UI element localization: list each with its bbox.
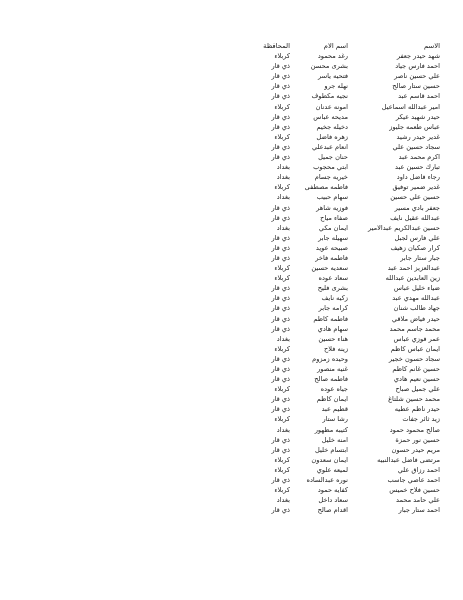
table-row — [250, 354, 440, 364]
table-row — [250, 404, 440, 414]
table-row — [250, 445, 440, 455]
table-row — [250, 182, 440, 192]
cell-governorate: بغداد — [276, 425, 290, 434]
table-row — [250, 505, 440, 515]
cell-name: حسين ستار صالح — [392, 82, 440, 91]
cell-name: سجاد حسون خجير — [388, 354, 440, 363]
cell-name: حسين علي حسين — [390, 193, 440, 202]
cell-name: عمر فوزي عباس — [393, 334, 440, 343]
cell-name: ايمان عباس كاظم — [390, 344, 440, 353]
cell-governorate: ذي قار — [271, 324, 290, 333]
names-table — [250, 41, 440, 515]
cell-name: علي فارس لجبل — [394, 233, 440, 242]
table-row — [250, 192, 440, 202]
table-row — [250, 374, 440, 384]
cell-governorate: ذي قار — [271, 506, 290, 515]
cell-governorate: ذي قار — [271, 203, 290, 212]
cell-mother-name: كفايه حمود — [317, 486, 348, 495]
table-row — [250, 152, 440, 162]
cell-name: علي جميل صباح — [395, 385, 440, 394]
cell-mother-name: امنه خليل — [321, 435, 348, 444]
table-row — [250, 81, 440, 91]
cell-name: مرتضى فاضل عبدالنبيه — [377, 455, 440, 464]
cell-mother-name: بشرى محسن — [310, 62, 348, 71]
cell-name: حيدر فياض ملاقي — [391, 314, 440, 323]
cell-mother-name: سهام حبيب — [316, 193, 348, 202]
table-row — [250, 425, 440, 435]
table-row — [250, 384, 440, 394]
cell-governorate: ذي قار — [271, 375, 290, 384]
table-row — [250, 233, 440, 243]
cell-name: حيدر شهيد عيكر — [395, 112, 440, 121]
cell-governorate: ذي قار — [271, 365, 290, 373]
cell-mother-name: ايمان سعدون — [311, 455, 348, 464]
cell-name: رجاء فاضل داود — [396, 173, 440, 182]
cell-governorate: ذي قار — [271, 112, 290, 121]
cell-governorate: بغداد — [276, 496, 290, 505]
cell-mother-name: سهيله جابر — [318, 233, 348, 242]
cell-governorate: ذي قار — [271, 476, 290, 485]
table-row — [250, 243, 440, 253]
cell-mother-name: ايمان كاظم — [316, 395, 348, 404]
cell-governorate: ذي قار — [271, 253, 290, 262]
cell-governorate: ذي قار — [271, 72, 290, 81]
cell-name: زيد ثائر جفات — [402, 415, 440, 424]
cell-name: عبدالله عقيل نايف — [390, 213, 440, 222]
cell-mother-name: وحيده زمزوم — [312, 354, 348, 363]
cell-name: غدير حيدر رشيد — [396, 132, 440, 141]
cell-name: محمد حسين شلتاغ — [388, 395, 440, 404]
table-row — [250, 485, 440, 495]
cell-governorate: ذي قار — [271, 233, 290, 242]
table-row — [250, 394, 440, 404]
cell-mother-name: كتيبه مظهور — [314, 425, 348, 434]
cell-name: اكرم محمد عبد — [398, 153, 440, 162]
cell-mother-name: جياه عوده — [320, 385, 348, 394]
cell-name: حسين فلاح خميس — [389, 486, 440, 495]
table-row — [250, 213, 440, 223]
cell-mother-name: سعديه حسين — [311, 264, 348, 273]
cell-mother-name: رغد محمود — [317, 52, 348, 61]
cell-mother-name: حنان جميل — [318, 153, 348, 162]
table-row — [250, 61, 440, 71]
cell-mother-name: رشا ستار — [322, 415, 348, 424]
cell-governorate: ذي قار — [271, 122, 290, 131]
cell-governorate: ذي قار — [271, 142, 290, 151]
cell-governorate: ذي قار — [271, 405, 290, 414]
cell-governorate: ذي قار — [271, 435, 290, 444]
table-row — [250, 223, 440, 233]
cell-name: احمد قاسم عبد — [398, 92, 440, 101]
table-header — [250, 41, 440, 51]
cell-governorate: ذي قار — [271, 62, 290, 71]
table-row — [250, 364, 440, 374]
table-row — [250, 465, 440, 475]
cell-name: كرار صكبان زهيف — [390, 243, 440, 252]
cell-mother-name: سهام هادي — [317, 324, 348, 333]
cell-name: حسين نور حمزة — [395, 435, 440, 444]
cell-mother-name: ايمان مكي — [318, 223, 348, 232]
cell-governorate: كربلاء — [274, 183, 290, 192]
table-row — [250, 253, 440, 263]
cell-mother-name: انعام عبدعلي — [311, 142, 348, 151]
cell-mother-name: سعاد عوده — [318, 274, 348, 283]
cell-mother-name: لميعه علوي — [316, 465, 348, 474]
cell-mother-name: نهله جرو — [324, 82, 348, 91]
table-row — [250, 314, 440, 324]
table-row — [250, 455, 440, 465]
table-row — [250, 334, 440, 344]
cell-governorate: ذي قار — [271, 304, 290, 313]
cell-mother-name: هناء حسين — [318, 334, 348, 343]
cell-governorate: ذي قار — [271, 294, 290, 303]
cell-mother-name: كرامه جابر — [318, 304, 348, 313]
cell-mother-name: سعاد داخل — [318, 496, 348, 505]
table-row — [250, 495, 440, 505]
cell-mother-name: نجيه مكطوف — [311, 92, 348, 101]
cell-governorate: ذي قار — [271, 92, 290, 101]
table-row — [250, 91, 440, 101]
cell-governorate: كربلاء — [274, 132, 290, 141]
cell-governorate: كربلاء — [274, 344, 290, 353]
cell-governorate: بغداد — [276, 163, 290, 172]
table-row — [250, 435, 440, 445]
cell-governorate: كربلاء — [274, 465, 290, 474]
table-row — [250, 283, 440, 293]
cell-governorate: ذي قار — [271, 243, 290, 252]
cell-name: جهاد طالب شنان — [393, 304, 440, 313]
header-mother-name: اسم الام — [323, 42, 348, 50]
table-row — [250, 122, 440, 132]
cell-mother-name: بشرى فليح — [317, 284, 348, 293]
cell-name: احمد رزاق علي — [397, 465, 440, 474]
cell-name: عباس طعمه جليوز — [389, 122, 440, 131]
cell-mother-name: فاطمه مصطفى — [304, 183, 348, 192]
cell-mother-name: غنيه منصور — [317, 365, 348, 373]
cell-name: امير عبدالله اسماعيل — [381, 102, 440, 111]
cell-governorate: بغداد — [276, 223, 290, 232]
cell-mother-name: فوزيه شاهر — [316, 203, 348, 212]
table-row — [250, 324, 440, 334]
cell-mother-name: خيريه جسام — [314, 173, 348, 182]
cell-name: عبدالعزيز احمد عبد — [387, 264, 440, 273]
cell-name: سجاد حسين علي — [392, 142, 440, 151]
cell-name: ضياء خليل عباس — [393, 284, 440, 293]
cell-mother-name: ابتي محجوب — [313, 163, 348, 172]
cell-name: صالح محمود حمود — [389, 425, 440, 434]
cell-name: علي حسين ناصر — [394, 72, 440, 81]
table-row — [250, 475, 440, 485]
cell-mother-name: دخيله جخيم — [316, 122, 348, 131]
cell-governorate: ذي قار — [271, 314, 290, 323]
cell-name: جبار ستار جابر — [400, 253, 440, 262]
cell-mother-name: صفاء مياح — [320, 213, 348, 222]
cell-governorate: كربلاء — [274, 385, 290, 394]
cell-governorate: كربلاء — [274, 486, 290, 495]
table-row — [250, 112, 440, 122]
table-row — [250, 344, 440, 354]
cell-mother-name: ابتسام خليل — [315, 445, 348, 454]
table-row — [250, 263, 440, 273]
cell-name: حسين غانم كاظم — [392, 365, 440, 373]
cell-name: محمد جاسم محمد — [389, 324, 440, 333]
cell-governorate: ذي قار — [271, 153, 290, 162]
cell-governorate: كربلاء — [274, 455, 290, 464]
cell-governorate: بغداد — [276, 334, 290, 343]
table-row — [250, 203, 440, 213]
cell-name: جعفر بادي مسير — [394, 203, 440, 212]
table-row — [250, 102, 440, 112]
cell-name: زين العابدين عبدالله — [385, 274, 440, 283]
table-row — [250, 273, 440, 283]
cell-governorate: ذي قار — [271, 284, 290, 293]
cell-governorate: ذي قار — [271, 445, 290, 454]
cell-governorate: كربلاء — [274, 415, 290, 424]
cell-governorate: ذي قار — [271, 395, 290, 404]
cell-governorate: كربلاء — [274, 264, 290, 273]
cell-name: حسين نعيم هادي — [393, 375, 440, 384]
cell-governorate: ذي قار — [271, 82, 290, 91]
cell-mother-name: اقدام صالح — [317, 506, 348, 515]
cell-mother-name: مديحه عباس — [313, 112, 348, 121]
cell-governorate: كربلاء — [274, 102, 290, 111]
cell-mother-name: فاطمه فاخر — [315, 253, 348, 262]
table-row — [250, 293, 440, 303]
cell-name: احمد فارس جياد — [395, 62, 440, 71]
cell-governorate: بغداد — [276, 193, 290, 202]
cell-name: احمد عاصي جاسب — [387, 476, 440, 485]
table-row — [250, 303, 440, 313]
table-row — [250, 132, 440, 142]
cell-mother-name: فتحيه ياسر — [317, 72, 348, 81]
cell-name: غدير ضمير توفيق — [392, 183, 440, 192]
cell-mother-name: زينه فلاح — [324, 344, 348, 353]
cell-name: حسين عبدالكريم عبدالامير — [367, 223, 440, 232]
cell-name: عبدالله مهدي عبد — [392, 294, 440, 303]
table-row — [250, 414, 440, 424]
header-name: الاسم — [424, 42, 440, 50]
table-row — [250, 71, 440, 81]
cell-mother-name: فاطمه كاظم — [313, 314, 348, 323]
cell-mother-name: نوره عبدالساده — [306, 476, 348, 485]
cell-governorate: ذي قار — [271, 213, 290, 222]
table-row — [250, 142, 440, 152]
table-row — [250, 162, 440, 172]
cell-mother-name: فاطمه صالح — [314, 375, 348, 384]
cell-name: تبارك حسين عبد — [395, 163, 440, 172]
cell-governorate: بغداد — [276, 173, 290, 182]
cell-mother-name: قطيم عبد — [321, 405, 348, 414]
table-row — [250, 172, 440, 182]
cell-governorate: كربلاء — [274, 52, 290, 61]
table-row — [250, 51, 440, 61]
cell-mother-name: زهره فاضل — [316, 132, 348, 141]
header-governorate: المحافظة — [263, 42, 290, 50]
cell-mother-name: امونه عدنان — [315, 102, 348, 111]
cell-mother-name: زكيه نايف — [321, 294, 348, 303]
cell-name: مريم حيدر حسون — [391, 445, 440, 454]
cell-mother-name: صبيحه عويد — [315, 243, 348, 252]
cell-name: احمد ستار جبار — [398, 506, 440, 515]
cell-name: شهد حيدر جعفر — [396, 52, 440, 61]
cell-name: حيدر ناظم عطيه — [394, 405, 440, 414]
cell-name: علي حامد محمد — [396, 496, 440, 505]
cell-governorate: كربلاء — [274, 274, 290, 283]
cell-governorate: ذي قار — [271, 354, 290, 363]
